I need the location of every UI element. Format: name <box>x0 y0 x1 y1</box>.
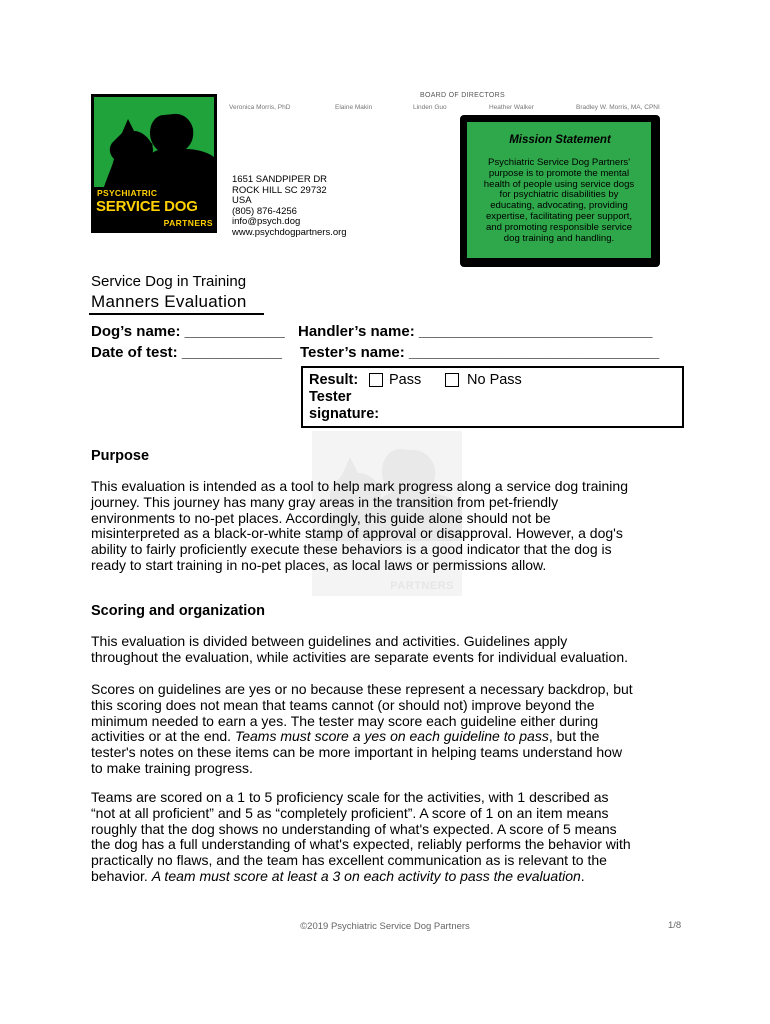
paragraph-line: Teams are scored on a 1 to 5 proficiency scale for the activities, with 1 described as <box>91 789 609 805</box>
document-subtitle: Service Dog in Training <box>91 273 247 290</box>
tester-label: Tester <box>309 389 352 405</box>
board-member: Veronica Morris, PhD <box>229 104 291 111</box>
logo-line-partners: PARTNERS <box>163 218 213 228</box>
logo-line-service-dog: SERVICE DOG <box>96 198 198 215</box>
mission-line: for psychiatric disabilities by <box>499 189 619 201</box>
board-member: Elaine Makin <box>335 104 373 111</box>
address-website: www.psychdogpartners.org <box>232 226 347 238</box>
mission-line: expertise, facilitating peer support, <box>485 210 633 222</box>
scoring-paragraph-2 <box>91 682 686 777</box>
dogs-name-field[interactable]: Dog’s name: ____________ <box>91 323 285 340</box>
mission-statement-title: Mission Statement <box>509 134 611 146</box>
purpose-heading: Purpose <box>91 448 150 464</box>
paragraph-line: misinterpreted as a black-or-white stamp of approval or disapproval. However, a dog's <box>91 525 623 542</box>
paragraph-line: the dog has a full understanding of what's expected, reliably performs the behavior with <box>91 836 631 853</box>
mission-line: educating, advocating, providing <box>490 200 628 212</box>
result-box <box>301 366 684 428</box>
paragraph-line: ready to start training in no-pet places, as local laws or permissions allow. <box>91 556 547 573</box>
paragraph-line: throughout the evaluation, while activities are separate events for individual evaluation. <box>91 648 628 665</box>
mission-line: dog training and handling. <box>503 232 615 244</box>
paragraph-line: to make training progress. <box>91 759 253 776</box>
paragraph-line: tester's notes on these items can be more important in helping teams understand how <box>91 744 623 761</box>
mission-line: Psychiatric Service Dog Partners' <box>487 157 631 168</box>
board-member: Linden Guo <box>413 104 447 111</box>
no-pass-checkbox[interactable] <box>445 373 459 387</box>
mission-line: purpose is to promote the mental <box>488 167 630 179</box>
mission-statement-box <box>460 115 660 267</box>
address-email: info@psych.dog <box>232 216 301 227</box>
person-and-dog-silhouette-icon <box>94 97 214 187</box>
address-street: 1651 SANDPIPER DR <box>232 174 328 185</box>
paragraph-line: ability to fairly proficiently execute these behaviors is a good indicator that the dog is <box>91 541 612 558</box>
purpose-paragraph <box>91 479 686 574</box>
text-run: behavior. <box>91 867 152 884</box>
board-title: BOARD OF DIRECTORS <box>420 92 506 99</box>
mission-line: health of people using service dogs <box>483 178 635 190</box>
emphasis-activity-rule: A team must score at least a 3 on each activity to pass the evaluation <box>151 867 581 884</box>
paragraph-line: This evaluation is divided between guidelines and activities. Guidelines apply <box>91 633 568 649</box>
signature-label[interactable]: signature: <box>309 406 380 422</box>
watermark-text: PARTNERS <box>390 580 454 592</box>
handlers-name-field[interactable]: Handler’s name: ____________________________ <box>298 323 653 340</box>
scoring-paragraph-1 <box>91 634 686 666</box>
paragraph-line: environments to no-pet places. Accordingly, this guide alone should not be <box>91 509 551 526</box>
scoring-paragraph-3 <box>91 790 686 885</box>
text-run: activities or at the end. <box>91 728 235 745</box>
mission-line: and promoting responsible service <box>485 221 633 233</box>
no-pass-label: No Pass <box>467 372 522 388</box>
paragraph-line: “not at all proficient” and 5 as “completely proficient”. A score of 1 on an item means <box>91 804 609 821</box>
paragraph-line: Scores on guidelines are yes or no because these represent a necessary backdrop, but <box>91 681 633 697</box>
organization-address <box>232 175 347 238</box>
paragraph-line-mixed <box>91 729 686 745</box>
address-phone: (805) 876-4256 <box>232 205 297 217</box>
address-country: USA <box>232 195 252 206</box>
result-label: Result: <box>309 372 359 388</box>
mission-statement-panel <box>466 121 652 259</box>
date-of-test-field[interactable]: Date of test: ____________ <box>91 344 282 361</box>
paragraph-line-mixed <box>91 869 686 885</box>
paragraph-line: This evaluation is intended as a tool to help mark progress along a service dog training <box>91 478 628 494</box>
title-underline <box>89 313 264 315</box>
paragraph-line: roughly that the dog shows no understanding of what's expected. A score of 5 means <box>91 820 617 837</box>
testers-name-field[interactable]: Tester’s name: ______________________________ <box>300 344 660 361</box>
pass-label: Pass <box>389 372 422 388</box>
footer-copyright: ©2019 Psychiatric Service Dog Partners <box>300 921 470 932</box>
address-city: ROCK HILL SC 29732 <box>232 184 327 196</box>
mission-statement-body <box>475 158 643 244</box>
document-title: Manners Evaluation <box>91 292 247 311</box>
scoring-heading: Scoring and organization <box>91 603 266 619</box>
text-run: . <box>580 867 585 884</box>
paragraph-line: this scoring does not mean that teams cannot (or should not) improve beyond the <box>91 696 595 713</box>
logo-line-psychiatric: PSYCHIATRIC <box>97 188 158 198</box>
emphasis-guideline-rule: Teams must score a yes on each guideline to pass <box>234 728 549 745</box>
board-member: Bradley W. Morris, MA, CPNI <box>576 104 660 111</box>
paragraph-line: practically no flaws, and the team has excellent communication as is relevant to the <box>91 852 607 869</box>
logo-silhouette-panel <box>94 97 214 187</box>
psdp-logo <box>91 94 217 233</box>
board-member: Heather Walker <box>489 104 534 111</box>
text-run: , but the <box>548 728 600 745</box>
page-number: 1/8 <box>668 920 682 931</box>
paragraph-line: minimum needed to earn a yes. The tester may score each guideline either during <box>91 712 599 729</box>
paragraph-line: journey. This journey has many gray areas in the transition from pet-friendly <box>91 493 559 510</box>
pass-checkbox[interactable] <box>369 373 383 387</box>
